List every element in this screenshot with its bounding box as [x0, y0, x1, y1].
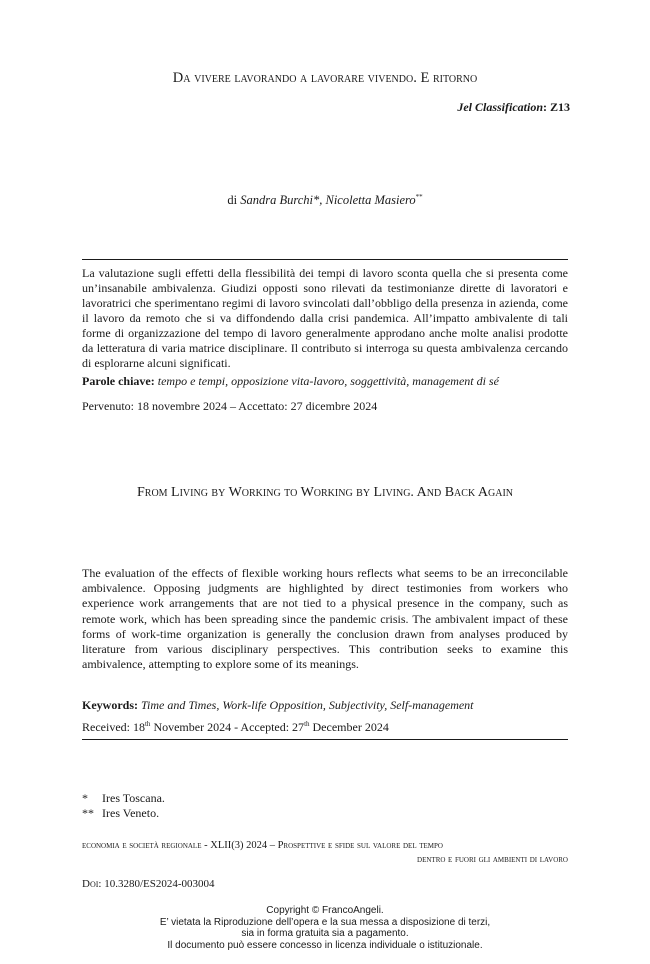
- copyright-line-1: Copyright © FrancoAngeli.: [266, 905, 384, 916]
- footnote-1-mark: *: [82, 791, 88, 805]
- journal-sep-1: -: [201, 840, 211, 851]
- author-2: Nicoletta Masiero: [325, 193, 416, 207]
- jel-classification: [457, 100, 570, 115]
- keywords-label-italian: Parole chiave:: [82, 374, 155, 388]
- jel-code: : Z13: [543, 100, 570, 114]
- keywords-italian: [82, 374, 568, 389]
- article-title-english: From Living by Working to Working by Living. And Back Again: [136, 485, 514, 500]
- journal-issue-title-2: dentro e fuori gli ambienti di lavoro: [417, 854, 568, 865]
- abstract-italian: La valutazione sugli effetti della flessibilità dei tempi di lavoro sconta quella che si presenta come un’insanabile ambivalenza. Giudizi opposti sono rilevati da testimonianze dirette di lavoratori e lavoratrici che sperimentano regimi di lavoro svincolati dall’obbligo della presenza in azienda, come il lavoro da remoto che si va diffondendo dalla crisi pandemica. All’impatto ambivalente di tali forme di organizzazione del tempo di lavoro generalmente approdano anche molte analisi prodotte da letteratura di varia matrice disciplinare. Il contributo si interroga su questa ambivalenza cercando di esplorarne alcuni significati.: [82, 266, 568, 370]
- author-2-mark: **: [415, 192, 423, 201]
- received-middle: November 2024 - Accepted: 27: [150, 720, 305, 734]
- footnote-2-mark: **: [82, 806, 94, 820]
- keywords-english: [82, 698, 568, 713]
- author-separator: ,: [319, 193, 326, 207]
- article-title-italian: Da vivere lavorando a lavorare vivendo. E ritorno: [172, 70, 478, 86]
- journal-sep-2: –: [267, 840, 278, 851]
- footnote-2: [82, 806, 159, 821]
- doi: Doi: 10.3280/ES2024-003004: [82, 878, 215, 890]
- abstract-english: The evaluation of the effects of flexible working hours reflects what seems to be an irreconcilable ambivalence. Opposing judgments are highlighted by direct testimonies from workers who experience work arrangements that are not tied to a physical presence in the company, such as remote work, which has been spreading since the pandemic crisis. The ambivalent impact of these forms of work-time organization is generally the conclusion drawn from analyses produced by literature from various disciplinary perspectives. This contribution seeks to examine this ambivalence, attempting to explore some of its meanings.: [82, 566, 568, 672]
- footnote-1: [82, 791, 165, 806]
- copyright-line-2: E’ vietata la Riproduzione dell’opera e la sua messa a disposizione di terzi,: [159, 916, 491, 928]
- received-suffix: December 2024: [309, 720, 389, 734]
- journal-name: economia e società regionale: [82, 840, 202, 851]
- journal-issue: XLII(3) 2024: [210, 840, 268, 851]
- divider-top: [82, 259, 568, 260]
- divider-bottom: [82, 739, 568, 740]
- keywords-label-english: Keywords:: [82, 698, 138, 712]
- copyright-line-3: sia in forma gratuita sia a pagamento.: [241, 928, 409, 939]
- copyright-notice: [82, 905, 568, 951]
- author-1: Sandra Burchi: [240, 193, 313, 207]
- received-prefix: Received: 18: [82, 720, 145, 734]
- copyright-line-4: Il documento può essere concesso in licenza individuale o istituzionale.: [167, 939, 483, 951]
- jel-label: Jel Classification: [457, 100, 543, 114]
- authors-prefix: di: [227, 193, 238, 207]
- received-italian: Pervenuto: 18 novembre 2024 – Accettato: 27 dicembre 2024: [82, 399, 378, 413]
- keywords-list-english: Time and Times, Work-life Opposition, Subjectivity, Self-management: [141, 698, 474, 712]
- journal-reference: [82, 839, 568, 867]
- keywords-list-italian: tempo e tempi, opposizione vita-lavoro, soggettività, management di sé: [157, 374, 499, 388]
- footnote-1-text: Ires Toscana.: [102, 791, 165, 805]
- journal-issue-title-1: Prospettive e sfide sul valore del tempo: [277, 840, 443, 851]
- received-sup-1: th: [144, 720, 151, 728]
- author-1-mark: *: [313, 193, 320, 207]
- received-sup-2: th: [304, 720, 310, 728]
- authors-line: [82, 193, 568, 208]
- received-english: [82, 720, 568, 735]
- footnote-2-text: Ires Veneto.: [102, 806, 160, 820]
